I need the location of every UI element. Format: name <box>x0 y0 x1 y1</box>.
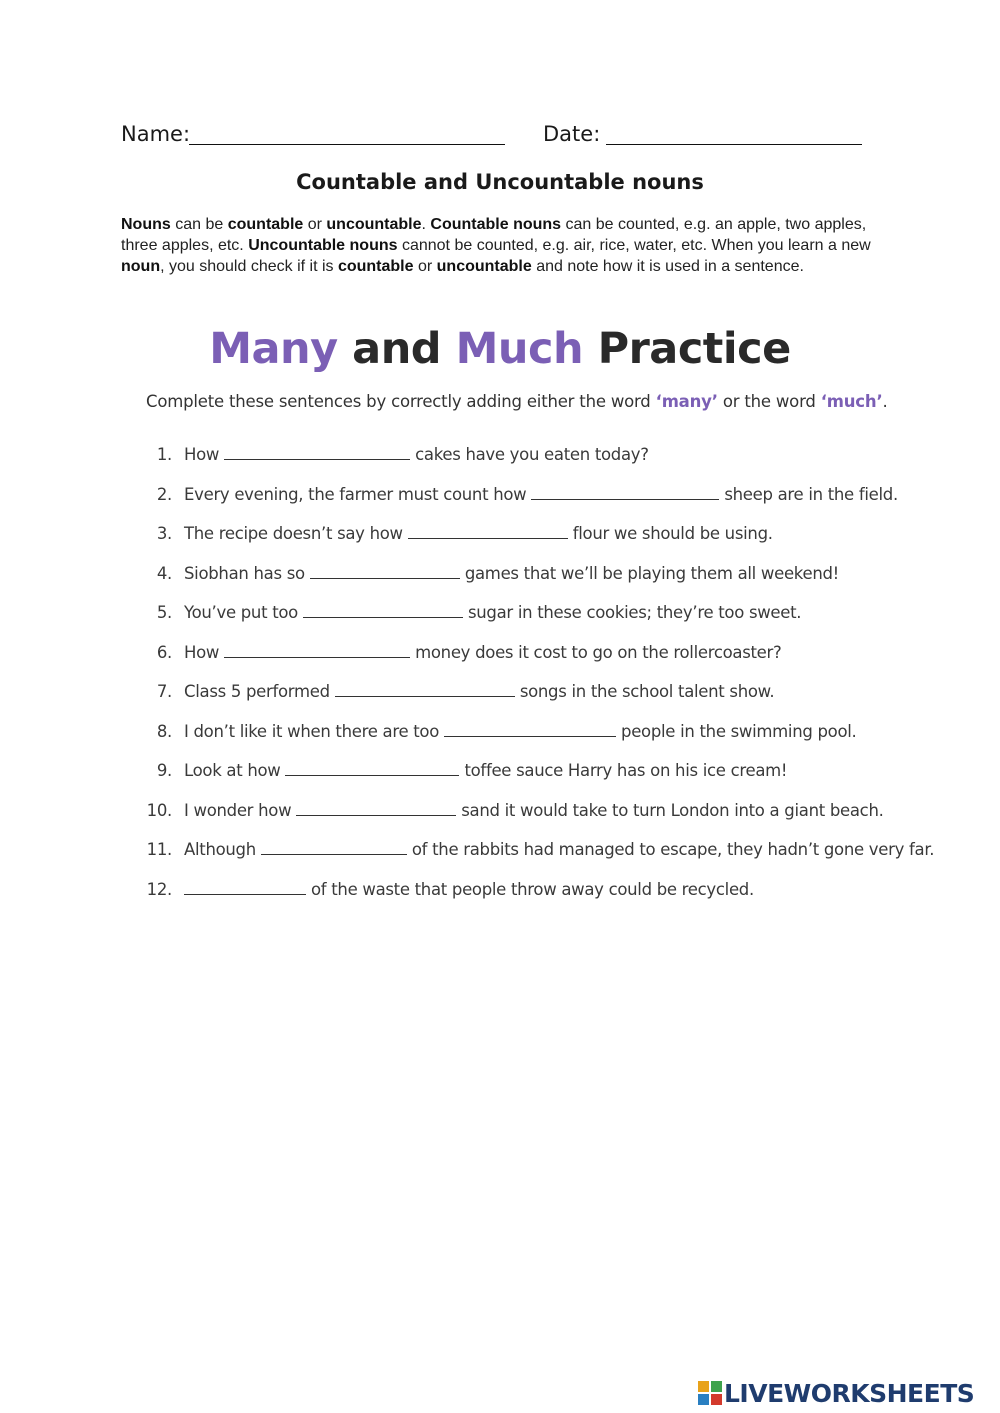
question-number: 5. <box>156 603 172 622</box>
answer-blank[interactable] <box>335 682 515 697</box>
intro-segment: or <box>303 216 327 233</box>
instruction-word-much: ‘much’ <box>820 392 883 411</box>
question-sentence <box>184 722 857 741</box>
answer-blank[interactable] <box>531 485 719 500</box>
question-number: 4. <box>156 563 172 583</box>
question-number: 2. <box>156 484 172 504</box>
title-word-and: and <box>352 324 442 374</box>
answer-blank[interactable] <box>408 524 568 539</box>
sentence-after-blank: songs in the school talent show. <box>519 682 775 701</box>
intro-segment: . <box>421 216 431 233</box>
question-item <box>140 678 970 718</box>
sentence-after-blank: money does it cost to go on the rollercoaster? <box>415 642 782 662</box>
sentence-before-blank: The recipe doesn’t say how <box>184 524 403 543</box>
question-sentence <box>184 485 898 504</box>
answer-blank[interactable] <box>224 643 410 658</box>
question-sentence <box>184 524 773 543</box>
question-item <box>140 599 970 639</box>
title-word-practice: Practice <box>597 324 791 374</box>
name-field[interactable] <box>189 144 505 145</box>
date-label: Date: <box>543 122 601 146</box>
intro-segment: noun <box>121 258 161 275</box>
sentence-after-blank: sugar in these cookies; they’re too sweet. <box>467 603 802 622</box>
date-field[interactable] <box>606 144 862 145</box>
intro-segment: uncountable <box>436 258 532 275</box>
question-sentence <box>184 603 801 622</box>
sentence-before-blank: Although <box>184 840 256 859</box>
document-title: Countable and Uncountable nouns <box>296 170 704 194</box>
question-number: 12. <box>146 879 172 899</box>
intro-segment: Uncountable nouns <box>248 237 398 254</box>
intro-segment: Nouns <box>121 216 171 233</box>
question-number: 9. <box>156 761 172 780</box>
question-item <box>140 639 970 679</box>
answer-blank[interactable] <box>224 445 410 460</box>
question-number: 3. <box>156 524 172 543</box>
question-item <box>140 797 970 837</box>
question-sentence <box>184 445 649 464</box>
question-number: 1. <box>156 445 172 464</box>
sentence-after-blank: games that we’ll be playing them all weekend! <box>464 563 839 583</box>
question-item <box>140 481 970 521</box>
instruction-text <box>146 392 946 411</box>
intro-segment: countable <box>337 258 414 275</box>
question-item <box>140 718 970 758</box>
practice-title <box>0 324 1000 374</box>
instruction-segment: Complete these sentences by correctly adding either the word <box>146 392 656 411</box>
intro-segment: Countable nouns <box>430 216 562 233</box>
question-number: 11. <box>146 840 172 859</box>
intro-segment: or <box>413 258 437 275</box>
intro-segment: can be counted, e.g. an apple, two apples, three apples, etc. <box>121 216 867 254</box>
sentence-before-blank: How <box>184 642 220 662</box>
answer-blank[interactable] <box>296 801 456 816</box>
question-item <box>140 757 970 797</box>
question-number: 7. <box>156 682 172 701</box>
question-sentence <box>184 564 839 583</box>
question-sentence <box>184 643 781 662</box>
logo-text: LIVEWORKSHEETS <box>724 1378 975 1408</box>
question-sentence <box>184 880 754 899</box>
title-word-much: Much <box>455 324 584 374</box>
sentence-before-blank: How <box>184 445 220 464</box>
question-item <box>140 441 970 481</box>
question-item <box>140 560 970 600</box>
sentence-after-blank: sheep are in the field. <box>724 484 898 504</box>
sentence-after-blank: sand it would take to turn London into a giant beach. <box>461 800 884 820</box>
sentence-after-blank: toffee sauce Harry has on his ice cream! <box>464 761 788 780</box>
sentence-before-blank: I don’t like it when there are too <box>184 721 440 741</box>
answer-blank[interactable] <box>303 603 463 618</box>
liveworksheets-logo-icon <box>698 1381 722 1405</box>
intro-segment: and note how it is used in a sentence. <box>531 258 804 275</box>
intro-paragraph <box>121 214 891 277</box>
sentence-after-blank: cakes have you eaten today? <box>415 445 649 464</box>
answer-blank[interactable] <box>310 564 460 579</box>
intro-segment: uncountable <box>326 216 422 233</box>
instruction-word-many: ‘many’ <box>655 392 718 411</box>
question-item <box>140 520 970 560</box>
liveworksheets-logo <box>698 1378 974 1408</box>
instruction-segment: . <box>882 392 888 411</box>
intro-segment: , you should check if it is <box>160 258 338 275</box>
question-sentence <box>184 801 884 820</box>
answer-blank[interactable] <box>444 722 616 737</box>
sentence-after-blank: flour we should be using. <box>572 524 773 543</box>
sentence-after-blank: people in the swimming pool. <box>621 721 857 741</box>
intro-segment: countable <box>227 216 304 233</box>
answer-blank[interactable] <box>261 840 407 855</box>
answer-blank[interactable] <box>184 880 306 895</box>
instruction-segment: or the word <box>717 392 821 411</box>
question-item <box>140 836 970 876</box>
question-number: 10. <box>146 800 172 820</box>
name-label: Name: <box>121 122 191 146</box>
question-number: 6. <box>156 642 172 662</box>
sentence-before-blank: Class 5 performed <box>184 682 330 701</box>
question-item <box>140 876 970 916</box>
question-list <box>140 441 970 915</box>
sentence-after-blank: of the waste that people throw away could be recycled. <box>311 879 754 899</box>
sentence-before-blank: Siobhan has so <box>184 563 305 583</box>
sentence-after-blank: of the rabbits had managed to escape, they hadn’t gone very far. <box>411 840 935 859</box>
sentence-before-blank: Look at how <box>184 761 281 780</box>
question-sentence <box>184 761 787 780</box>
question-sentence <box>184 682 774 701</box>
question-number: 8. <box>156 721 172 741</box>
intro-segment: can be <box>170 216 228 233</box>
intro-segment: cannot be counted, e.g. air, rice, water, etc. When you learn a new <box>397 237 871 254</box>
title-word-many: Many <box>209 324 338 374</box>
question-sentence <box>184 840 934 859</box>
sentence-before-blank: You’ve put too <box>184 603 298 622</box>
answer-blank[interactable] <box>285 761 459 776</box>
sentence-before-blank: I wonder how <box>184 800 292 820</box>
sentence-before-blank: Every evening, the farmer must count how <box>184 484 527 504</box>
